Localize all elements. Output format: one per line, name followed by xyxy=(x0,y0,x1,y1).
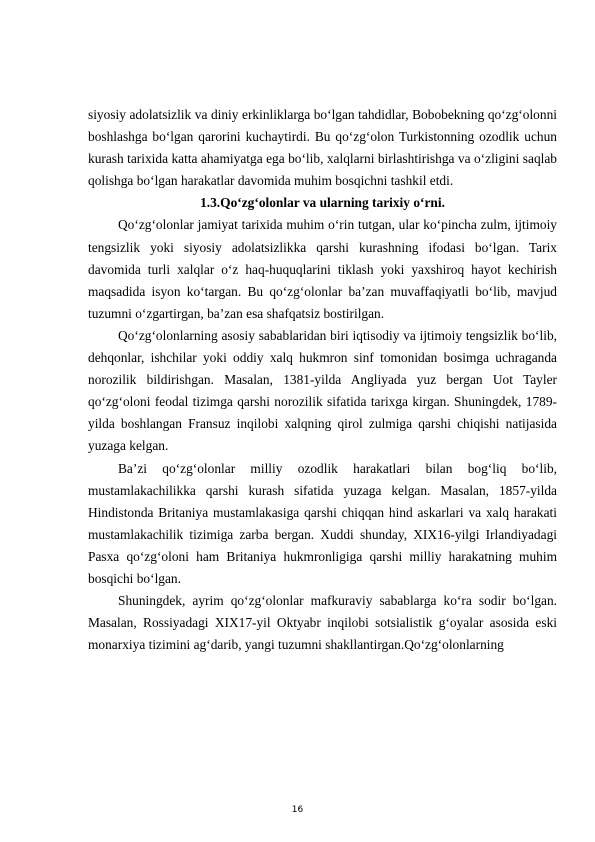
paragraph-4: Ba’zi qo‘zg‘olonlar milliy ozodlik harakatlari bilan bog‘liq bo‘lib, mustamlakachilikka qarshi kurash sifatida yuzaga kelgan. Masalan, 1857-yilda Hindistonda Britaniya mustamlakasiga qarshi chiqqan hind askarlari va xalq harakati mustamlakachilik tizimiga zarba bergan. Xuddi shunday, XIX16-yilgi Irlandiyadagi Pasxa qo‘zg‘oloni ham Britaniya hukmronligiga qarshi milliy harakatning muhim bosqichi bo‘lgan. xyxy=(88,460,557,586)
paragraph-1: siyosiy adolatsizlik va diniy erkinliklarga bo‘lgan tahdidlar, Bobobekning qo‘zg‘olonni boshlashga bo‘lgan qarorini kuchaytirdi. Bu qo‘zg‘olon Turkistonning ozodlik uchun kurash tarixida katta ahamiyatga ega bo‘lib, xalqlarni birlashtirishga va o‘zligini saqlab qolishga bo‘lgan harakatlar davomida muhim bosqichni tashkil etdi. xyxy=(88,107,557,189)
section-heading: 1.3.Qo‘zg‘olonlar va ularning tarixiy o‘rni. xyxy=(200,195,445,211)
paragraph-3: Qo‘zg‘olonlarning asosiy sabablaridan biri iqtisodiy va ijtimoiy tengsizlik bo‘lib, dehqonlar, ishchilar yoki oddiy xalq hukmron sinf tomonidan bosimga uchraganda norozilik bildirishgan. Masalan, 1381-yilda Angliyada yuz bergan Uot Tayler qo‘zg‘oloni feodal tizimga qarshi norozilik sifatida tarixga kirgan. Shuningdek, 1789-yilda boshlangan Fransuz inqilobi xalqning qirol zulmiga qarshi chiqishi natijasida yuzaga kelgan. xyxy=(88,327,557,454)
document-body xyxy=(88,104,557,656)
paragraph-2: Qo‘zg‘olonlar jamiyat tarixida muhim o‘rin tutgan, ular ko‘pincha zulm, ijtimoiy tengsizlik yoki siyosiy adolatsizlikka qarshi kurashning ifodasi bo‘lgan. Tarix davomida turli xalqlar o‘z haq-huquqlarini tiklash yoki yaxshiroq hayot kechirish maqsadida isyon ko‘targan. Bu qo‘zg‘olonlar ba’zan muvaffaqiyatli bo‘lib, mavjud tuzumni o‘zgartirgan, ba’zan esa shafqatsiz bostirilgan. xyxy=(88,217,557,321)
page-number: 16 xyxy=(291,805,304,815)
paragraph-5: Shuningdek, ayrim qo‘zg‘olonlar mafkuraviy sabablarga ko‘ra sodir bo‘lgan. Masalan, Rossiyadagi XIX17-yil Oktyabr inqilobi sotsialistik g‘oyalar asosida eski monarxiya tizimini ag‘darib, yangi tuzumni shakllantirgan.Qo‘zg‘olonlarning xyxy=(88,593,557,653)
